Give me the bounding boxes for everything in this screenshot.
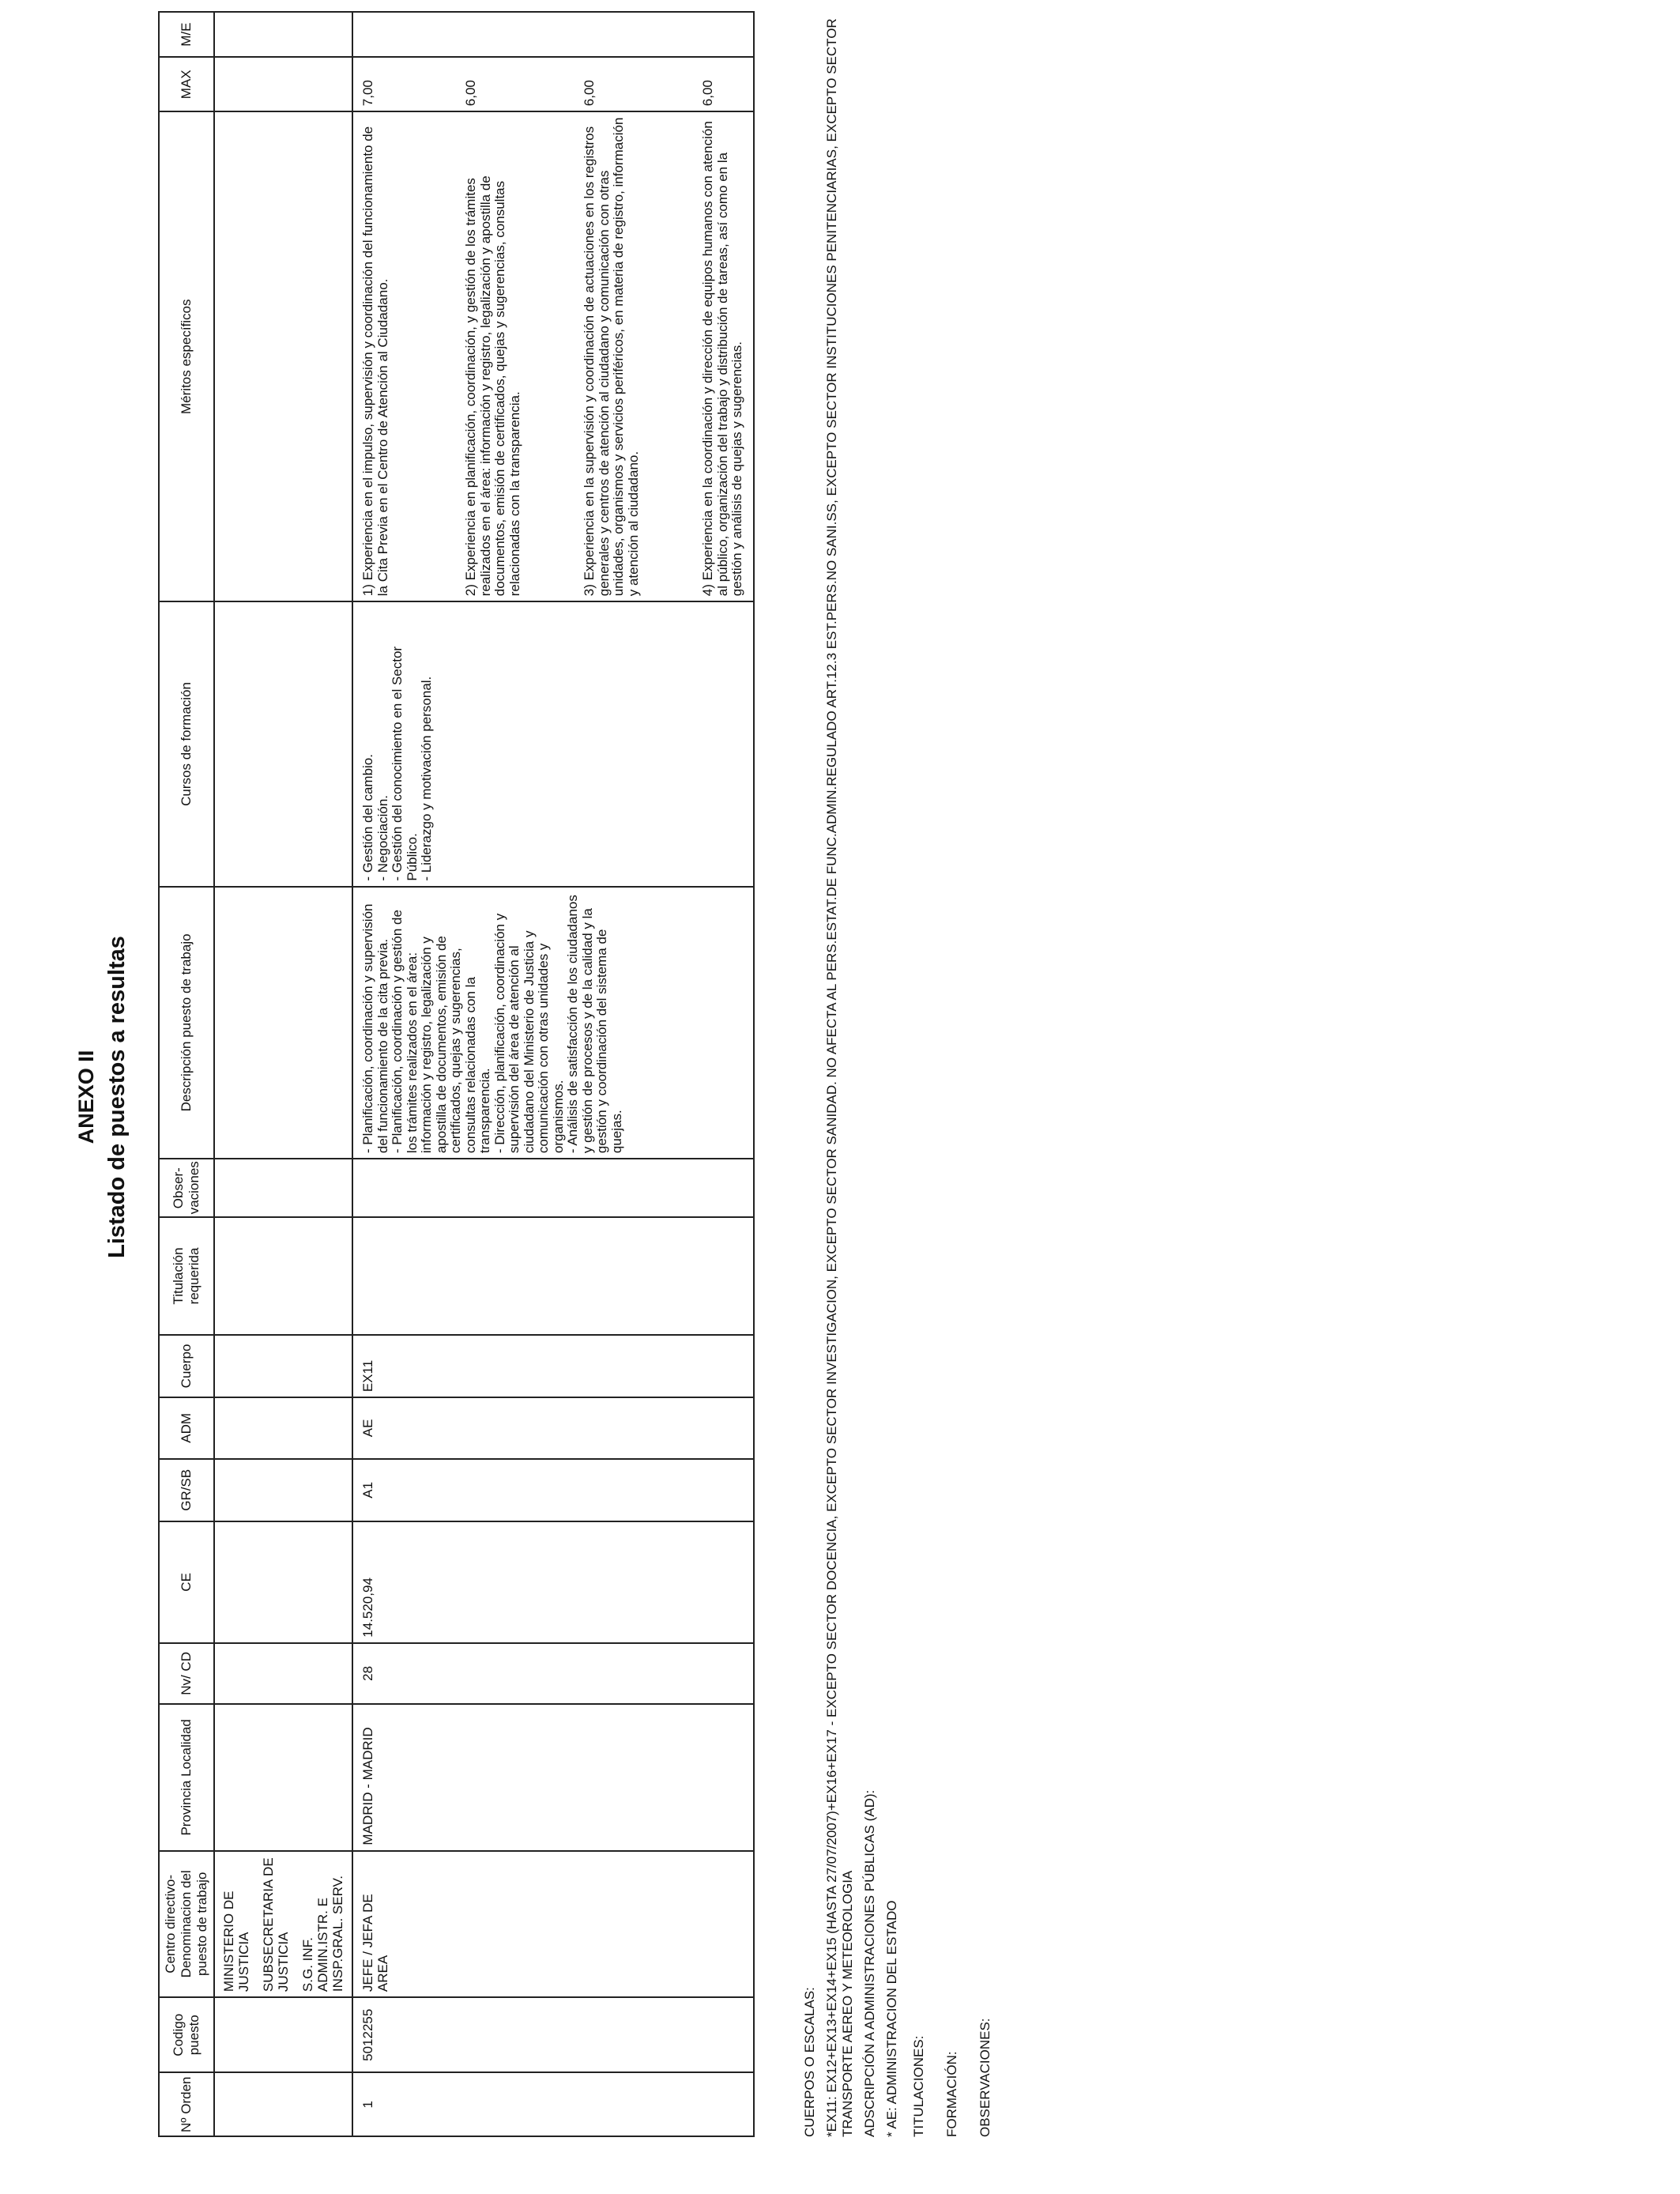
annex-title: ANEXO II bbox=[74, 1050, 98, 1144]
table-row bbox=[352, 12, 754, 2136]
adscripcion-label: ADSCRIPCIÓN A ADMINISTRACIONES PÚBLICAS (AD): bbox=[862, 1789, 877, 2137]
cell-codigo: 5012255 bbox=[352, 1997, 754, 2072]
cell-descripcion: - Planificación, coordinación y supervisión del funcionamiento de la cita previa. - Planificación, coordinación y gestión de los trámites realizados en el área: información y registro, legalización y apostilla de documentos, emisión de certificados, quejas y sugerencias, consultas relacionadas con la transparencia. - Dirección, planificación, coordinación y supervisión del área de atención al ciudadano del Ministerio de Justicia y comunicación con otras unidades y organismos. - Análisis de satisfacción de los ciudadanos y gestión de procesos y de la calidad y la gestión y coordinación del sistema de quejas. bbox=[352, 887, 754, 1159]
header-grsb: GR/SB bbox=[159, 1459, 214, 1521]
cell-provincia: MADRID - MADRID bbox=[352, 1704, 754, 1850]
header-titulacion: Titulación requerida bbox=[159, 1217, 214, 1334]
header-max: MAX bbox=[159, 57, 214, 111]
unidad-text: S.G. INF. ADMIN.ISTR. E INSP.GRAL. SERV. bbox=[300, 1875, 345, 1992]
cell-orden: 1 bbox=[352, 2072, 754, 2136]
header-ce: CE bbox=[159, 1521, 214, 1643]
header-nivel: Nv/ CD bbox=[159, 1643, 214, 1704]
annex-subtitle: Listado de puestos a resultas bbox=[104, 936, 130, 1258]
cell-observaciones bbox=[352, 1159, 754, 1217]
header-codigo: Codigo puesto bbox=[159, 1997, 214, 2072]
merito-4: 4) Experiencia en la coordinación y dirección de equipos humanos con atención al público, organización del trabajo y distribución de tareas, así como en la gestión y análisis de quejas y sugerencias. bbox=[700, 121, 744, 597]
header-cursos: Cursos de formación bbox=[159, 601, 214, 886]
cell-titulacion bbox=[352, 1217, 754, 1334]
header-observaciones: Obser- vaciones bbox=[159, 1159, 214, 1217]
max-4: 6,00 bbox=[700, 80, 715, 107]
ministerio-text: MINISTERIO DE JUSTICIA bbox=[221, 1891, 251, 1992]
merito-1: 1) Experiencia en el impulso, supervisión y coordinación del funcionamiento de la Cita Previa en el Centro de Atención al Ciudadano. bbox=[360, 126, 390, 597]
header-provincia: Provincia Localidad bbox=[159, 1704, 214, 1850]
cell-nivel: 28 bbox=[352, 1643, 754, 1704]
ministry-row bbox=[214, 12, 352, 2136]
header-meritos: Méritos específicos bbox=[159, 111, 214, 601]
header-cuerpo: Cuerpo bbox=[159, 1335, 214, 1397]
cell-grsb: A1 bbox=[352, 1459, 754, 1521]
cell-adm: AE bbox=[352, 1397, 754, 1458]
cell-denominacion: JEFE / JEFA DE AREA bbox=[352, 1851, 754, 1997]
positions-table bbox=[158, 11, 755, 2137]
cell-meritos bbox=[352, 111, 754, 601]
subsecretaria-text: SUBSECRETARIA DE JUSTICIA bbox=[261, 1857, 291, 1992]
ministry-cell bbox=[214, 1851, 352, 1997]
max-3: 6,00 bbox=[582, 80, 597, 107]
merito-2: 2) Experiencia en planificación, coordinación, y gestión de los trámites realizados en el área: información y registro, legalización y apostilla de documentos, emisión de certificados, quejas y sugerencias, consultas relacionadas con la transparencia. bbox=[463, 175, 522, 597]
cuerpos-text: *EX11: EX12+EX13+EX14+EX15 (HASTA 27/07/2007)+EX16+EX17 - EXCEPTO SECTOR DOCENCIA, EXCEPTO SECTOR INVESTIGACION, EXCEPTO SECTOR SANIDAD. NO AFECTA AL PERS.ESTAT.DE FUNC.ADMIN.REGULADO ART.12.3 EST.PERS.NO SANI.SS, EXCEPTO SECTOR INSTITUCIONES PENITENCIARIAS, EXCEPTO SECTOR TRANSPORTE AEREO Y METEOROLOGIA bbox=[824, 18, 855, 2137]
header-me: M/E bbox=[159, 12, 214, 57]
formacion-label: FORMACIÓN: bbox=[944, 2051, 959, 2137]
max-1: 7,00 bbox=[360, 80, 375, 107]
header-adm: ADM bbox=[159, 1397, 214, 1458]
observaciones-label: OBSERVACIONES: bbox=[977, 2018, 993, 2137]
header-centro: Centro directivo- Denominacion del puesto de trabajo bbox=[159, 1851, 214, 1997]
cell-cuerpo: EX11 bbox=[352, 1335, 754, 1397]
merito-3: 3) Experiencia en la supervisión y coordinación de actuaciones en los registros generales y centros de atención al ciudadano y comunicación con otras unidades, organismos y servicios periféricos, en materia de registro, información y atención al ciudadano. bbox=[582, 117, 641, 597]
max-2: 6,00 bbox=[463, 80, 478, 107]
header-descripcion: Descripción puesto de trabajo bbox=[159, 887, 214, 1159]
cuerpos-label: CUERPOS O ESCALAS: bbox=[802, 1987, 817, 2137]
adscripcion-text: * AE: ADMINISTRACION DEL ESTADO bbox=[884, 1900, 899, 2137]
notes-section bbox=[802, 11, 1000, 2137]
cell-cursos: - Gestión del cambio. - Negociación. - Gestión del conocimiento en el Sector Público. - Liderazgo y motivación personal. bbox=[352, 601, 754, 886]
cell-me bbox=[352, 12, 754, 57]
header-orden: Nº Orden bbox=[159, 2072, 214, 2136]
cell-ce: 14.520,94 bbox=[352, 1521, 754, 1643]
cell-max bbox=[352, 57, 754, 111]
table-header-row bbox=[159, 12, 214, 2136]
titulaciones-label: TITULACIONES: bbox=[911, 2035, 926, 2137]
